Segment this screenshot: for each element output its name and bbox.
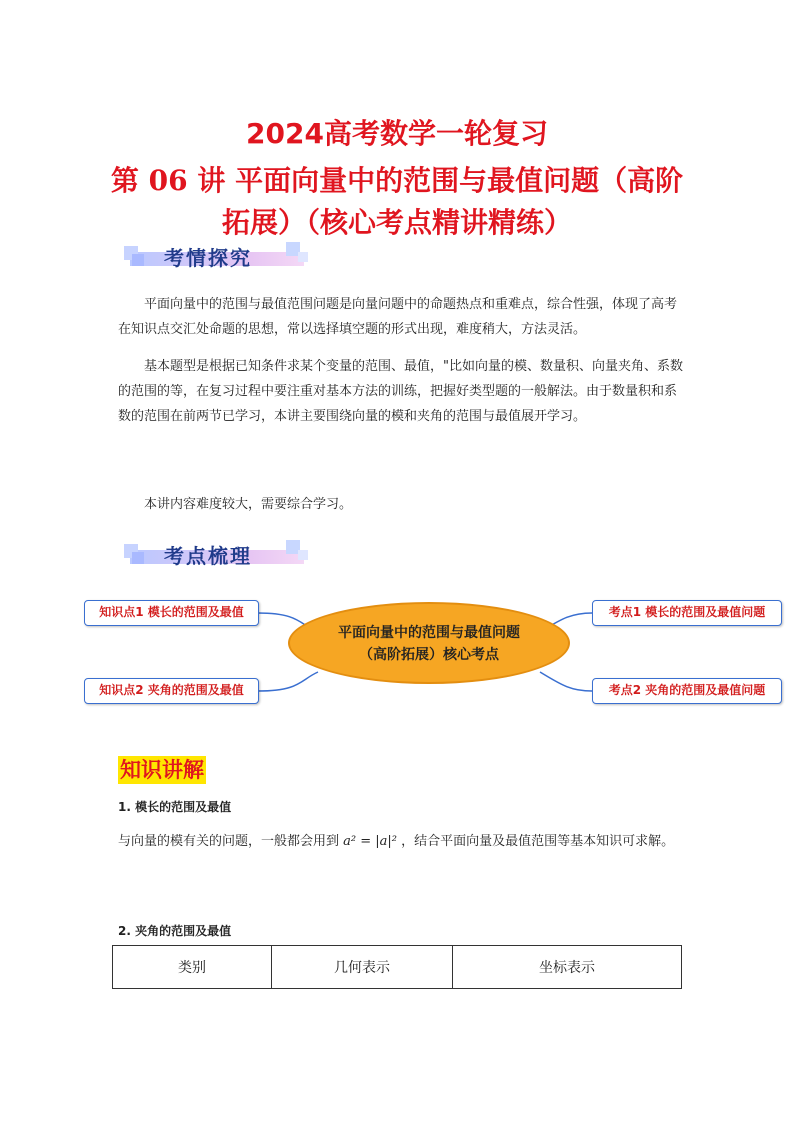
banner-decor-square — [132, 552, 144, 564]
mindmap-node-exam-point-1: 考点1 模长的范围及最值问题 — [592, 600, 782, 626]
intro-paragraph: 本讲内容难度较大，需要综合学习。 — [144, 497, 353, 512]
table-header-cell: 坐标表示 — [453, 946, 682, 989]
modulus-formula: a² = |a|² — [343, 834, 397, 849]
intro-paragraph: 基本题型是根据已知条件求某个变量的范围、最值，"比如向量的模、数量积、向量夹角、系数的范围的等，在复习过程中要注重对基本方法的训练，把握好类型题的一般解法。由于数量积和系数的范围在前两节已学习，本讲主要围绕向量的模和夹角的范围与最值展开学习。 — [118, 359, 683, 424]
banner-decor-square — [298, 550, 308, 560]
banner-label: 考点梳理 — [164, 544, 252, 568]
body-text-after: ，结合平面向量及最值范围等基本知识可求解。 — [401, 834, 675, 849]
section-heading-knowledge: 知识讲解 — [120, 758, 204, 782]
intro-paragraph: 平面向量中的范围与最值范围问题是向量问题中的命题热点和重难点，综合性强，体现了高考在知识点交汇处命题的思想，常以选择填空题的形式出现，难度稍大，方法灵活。 — [118, 297, 678, 337]
mindmap-node-knowledge-2: 知识点2 夹角的范围及最值 — [84, 678, 259, 704]
item-body-modulus — [118, 828, 688, 856]
table-header-cell: 几何表示 — [272, 946, 453, 989]
banner-label: 考情探究 — [164, 246, 252, 270]
table-row — [113, 946, 682, 989]
connector-line — [540, 672, 592, 691]
banner-decor-square — [132, 254, 144, 266]
doc-title: 2024高考数学一轮复习 — [246, 117, 548, 150]
item-title-angle: 2. 夹角的范围及最值 — [118, 924, 232, 938]
mindmap-node-exam-point-2: 考点2 夹角的范围及最值问题 — [592, 678, 782, 704]
item-title-modulus: 1. 模长的范围及最值 — [118, 800, 232, 814]
mindmap-center-line1: 平面向量中的范围与最值问题 — [338, 625, 520, 641]
body-text-before: 与向量的模有关的问题，一般都会用到 — [118, 834, 340, 849]
mindmap-node-knowledge-1: 知识点1 模长的范围及最值 — [84, 600, 259, 626]
mindmap-center-node — [288, 602, 570, 684]
connector-line — [258, 672, 318, 691]
mindmap-center-line2: （高阶拓展）核心考点 — [359, 647, 499, 663]
banner-decor-square — [298, 252, 308, 262]
angle-types-table — [112, 945, 682, 989]
table-header-cell: 类别 — [113, 946, 272, 989]
section-banner-exam-analysis — [124, 240, 308, 274]
section-banner-key-points — [124, 538, 308, 572]
doc-subtitle: 第 06 讲 平面向量中的范围与最值问题（高阶拓展）（核心考点精讲精练） — [110, 164, 684, 239]
